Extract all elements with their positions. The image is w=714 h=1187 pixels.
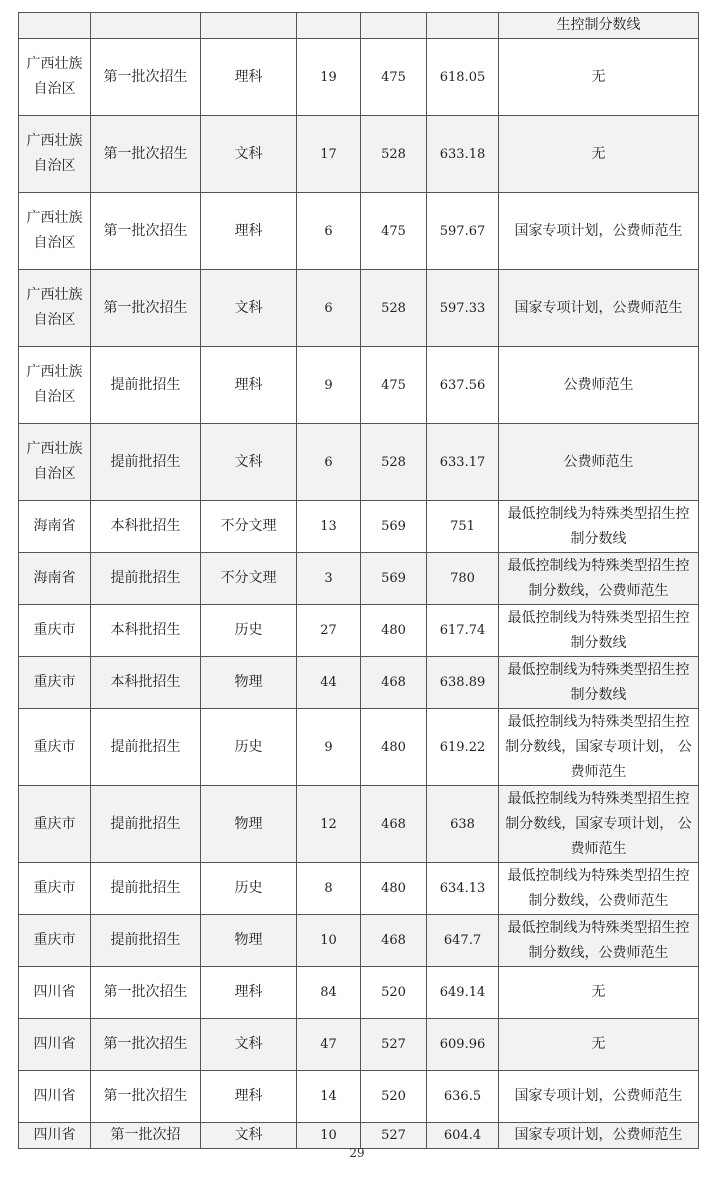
- batch-cell: 第一批次招: [91, 1123, 201, 1149]
- subject-cell: 物理: [201, 657, 297, 709]
- subject-cell: 历史: [201, 709, 297, 786]
- subject-cell: 文科: [201, 270, 297, 347]
- control-line-cell: 480: [361, 709, 427, 786]
- region-cell: 海南省: [19, 501, 91, 553]
- table-row: [19, 1123, 699, 1149]
- note-cell: 最低控制线为特殊类型招生控制分数线，国家专项计划， 公费师范生: [499, 786, 699, 863]
- batch-cell: 第一批次招生: [91, 967, 201, 1019]
- table-row: [19, 863, 699, 915]
- min-score-cell: 751: [427, 501, 499, 553]
- subject-cell: 不分文理: [201, 553, 297, 605]
- min-score-cell: 619.22: [427, 709, 499, 786]
- batch-cell: 第一批次招生: [91, 1071, 201, 1123]
- table-row: [19, 501, 699, 553]
- batch-cell: 提前批招生: [91, 709, 201, 786]
- table-row: [19, 605, 699, 657]
- region-cell: 重庆市: [19, 605, 91, 657]
- region-cell: 四川省: [19, 967, 91, 1019]
- batch-cell: 提前批招生: [91, 424, 201, 501]
- table-row: [19, 967, 699, 1019]
- count-cell: 6: [297, 424, 361, 501]
- subject-cell: 文科: [201, 424, 297, 501]
- table-row: [19, 915, 699, 967]
- region-cell: 广西壮族自治区: [19, 193, 91, 270]
- table-row: [19, 13, 699, 39]
- page-number: 29: [349, 1146, 365, 1160]
- subject-cell: 文科: [201, 1019, 297, 1071]
- control-line-cell: 569: [361, 553, 427, 605]
- table-row: [19, 193, 699, 270]
- min-score-cell: 597.67: [427, 193, 499, 270]
- count-cell: 9: [297, 709, 361, 786]
- note-cell: 最低控制线为特殊类型招生控制分数线，公费师范生: [499, 915, 699, 967]
- control-line-cell: 480: [361, 605, 427, 657]
- table-row: [19, 1071, 699, 1123]
- subject-cell: 历史: [201, 605, 297, 657]
- region-cell: 四川省: [19, 1019, 91, 1071]
- control-line-cell: 528: [361, 424, 427, 501]
- subject-cell: [201, 13, 297, 39]
- note-cell: 无: [499, 967, 699, 1019]
- count-cell: [297, 13, 361, 39]
- control-line-cell: 520: [361, 1071, 427, 1123]
- region-cell: 四川省: [19, 1071, 91, 1123]
- min-score-cell: 649.14: [427, 967, 499, 1019]
- count-cell: 19: [297, 39, 361, 116]
- table-row: [19, 116, 699, 193]
- count-cell: 12: [297, 786, 361, 863]
- table-row: [19, 270, 699, 347]
- count-cell: 3: [297, 553, 361, 605]
- control-line-cell: 528: [361, 270, 427, 347]
- batch-cell: 本科批招生: [91, 657, 201, 709]
- min-score-cell: 609.96: [427, 1019, 499, 1071]
- control-line-cell: 468: [361, 786, 427, 863]
- min-score-cell: 636.5: [427, 1071, 499, 1123]
- note-cell: 最低控制线为特殊类型招生控制分数线，公费师范生: [499, 863, 699, 915]
- subject-cell: 文科: [201, 116, 297, 193]
- min-score-cell: 638.89: [427, 657, 499, 709]
- batch-cell: 提前批招生: [91, 786, 201, 863]
- count-cell: 47: [297, 1019, 361, 1071]
- region-cell: 广西壮族自治区: [19, 347, 91, 424]
- min-score-cell: 638: [427, 786, 499, 863]
- batch-cell: 第一批次招生: [91, 116, 201, 193]
- note-cell: 公费师范生: [499, 424, 699, 501]
- control-line-cell: 569: [361, 501, 427, 553]
- count-cell: 14: [297, 1071, 361, 1123]
- min-score-cell: 604.4: [427, 1123, 499, 1149]
- note-cell: 最低控制线为特殊类型招生控制分数线: [499, 657, 699, 709]
- region-cell: 广西壮族自治区: [19, 424, 91, 501]
- batch-cell: 提前批招生: [91, 915, 201, 967]
- min-score-cell: [427, 13, 499, 39]
- count-cell: 6: [297, 193, 361, 270]
- note-cell: 最低控制线为特殊类型招生控制分数线: [499, 605, 699, 657]
- region-cell: [19, 13, 91, 39]
- count-cell: 44: [297, 657, 361, 709]
- batch-cell: 提前批招生: [91, 553, 201, 605]
- note-cell: 公费师范生: [499, 347, 699, 424]
- control-line-cell: 527: [361, 1019, 427, 1071]
- batch-cell: 第一批次招生: [91, 193, 201, 270]
- note-cell: 国家专项计划，公费师范生: [499, 1123, 699, 1149]
- control-line-cell: 475: [361, 193, 427, 270]
- count-cell: 10: [297, 1123, 361, 1149]
- count-cell: 6: [297, 270, 361, 347]
- count-cell: 10: [297, 915, 361, 967]
- batch-cell: 第一批次招生: [91, 270, 201, 347]
- table-row: [19, 39, 699, 116]
- batch-cell: 提前批招生: [91, 863, 201, 915]
- subject-cell: 物理: [201, 786, 297, 863]
- min-score-cell: 633.18: [427, 116, 499, 193]
- subject-cell: 理科: [201, 967, 297, 1019]
- region-cell: 重庆市: [19, 709, 91, 786]
- control-line-cell: 527: [361, 1123, 427, 1149]
- min-score-cell: 633.17: [427, 424, 499, 501]
- control-line-cell: 468: [361, 915, 427, 967]
- batch-cell: [91, 13, 201, 39]
- subject-cell: 文科: [201, 1123, 297, 1149]
- count-cell: 13: [297, 501, 361, 553]
- note-cell: 国家专项计划，公费师范生: [499, 1071, 699, 1123]
- count-cell: 27: [297, 605, 361, 657]
- note-cell: 最低控制线为特殊类型招生控制分数线，国家专项计划， 公费师范生: [499, 709, 699, 786]
- batch-cell: 第一批次招生: [91, 1019, 201, 1071]
- batch-cell: 第一批次招生: [91, 39, 201, 116]
- batch-cell: 提前批招生: [91, 347, 201, 424]
- note-cell: 最低控制线为特殊类型招生控制分数线，公费师范生: [499, 553, 699, 605]
- count-cell: 17: [297, 116, 361, 193]
- batch-cell: 本科批招生: [91, 501, 201, 553]
- control-line-cell: 475: [361, 347, 427, 424]
- table-row: [19, 786, 699, 863]
- subject-cell: 理科: [201, 347, 297, 424]
- count-cell: 9: [297, 347, 361, 424]
- min-score-cell: 617.74: [427, 605, 499, 657]
- table-row: [19, 347, 699, 424]
- min-score-cell: 637.56: [427, 347, 499, 424]
- table-row: [19, 424, 699, 501]
- note-cell: 国家专项计划，公费师范生: [499, 270, 699, 347]
- table-row: [19, 1019, 699, 1071]
- note-cell: 生控制分数线: [499, 13, 699, 39]
- region-cell: 重庆市: [19, 915, 91, 967]
- control-line-cell: 520: [361, 967, 427, 1019]
- control-line-cell: 468: [361, 657, 427, 709]
- control-line-cell: 480: [361, 863, 427, 915]
- note-cell: 无: [499, 116, 699, 193]
- region-cell: 重庆市: [19, 657, 91, 709]
- min-score-cell: 597.33: [427, 270, 499, 347]
- region-cell: 四川省: [19, 1123, 91, 1149]
- control-line-cell: 475: [361, 39, 427, 116]
- note-cell: 无: [499, 39, 699, 116]
- table-row: [19, 709, 699, 786]
- region-cell: 海南省: [19, 553, 91, 605]
- control-line-cell: [361, 13, 427, 39]
- min-score-cell: 618.05: [427, 39, 499, 116]
- table-row: [19, 553, 699, 605]
- region-cell: 广西壮族自治区: [19, 270, 91, 347]
- note-cell: 无: [499, 1019, 699, 1071]
- region-cell: 广西壮族自治区: [19, 116, 91, 193]
- subject-cell: 物理: [201, 915, 297, 967]
- batch-cell: 本科批招生: [91, 605, 201, 657]
- subject-cell: 理科: [201, 193, 297, 270]
- min-score-cell: 634.13: [427, 863, 499, 915]
- subject-cell: 理科: [201, 1071, 297, 1123]
- admission-score-table: [18, 12, 699, 1149]
- count-cell: 84: [297, 967, 361, 1019]
- subject-cell: 理科: [201, 39, 297, 116]
- min-score-cell: 780: [427, 553, 499, 605]
- count-cell: 8: [297, 863, 361, 915]
- control-line-cell: 528: [361, 116, 427, 193]
- region-cell: 重庆市: [19, 863, 91, 915]
- region-cell: 广西壮族自治区: [19, 39, 91, 116]
- min-score-cell: 647.7: [427, 915, 499, 967]
- table-row: [19, 657, 699, 709]
- note-cell: 最低控制线为特殊类型招生控制分数线: [499, 501, 699, 553]
- note-cell: 国家专项计划，公费师范生: [499, 193, 699, 270]
- region-cell: 重庆市: [19, 786, 91, 863]
- subject-cell: 历史: [201, 863, 297, 915]
- subject-cell: 不分文理: [201, 501, 297, 553]
